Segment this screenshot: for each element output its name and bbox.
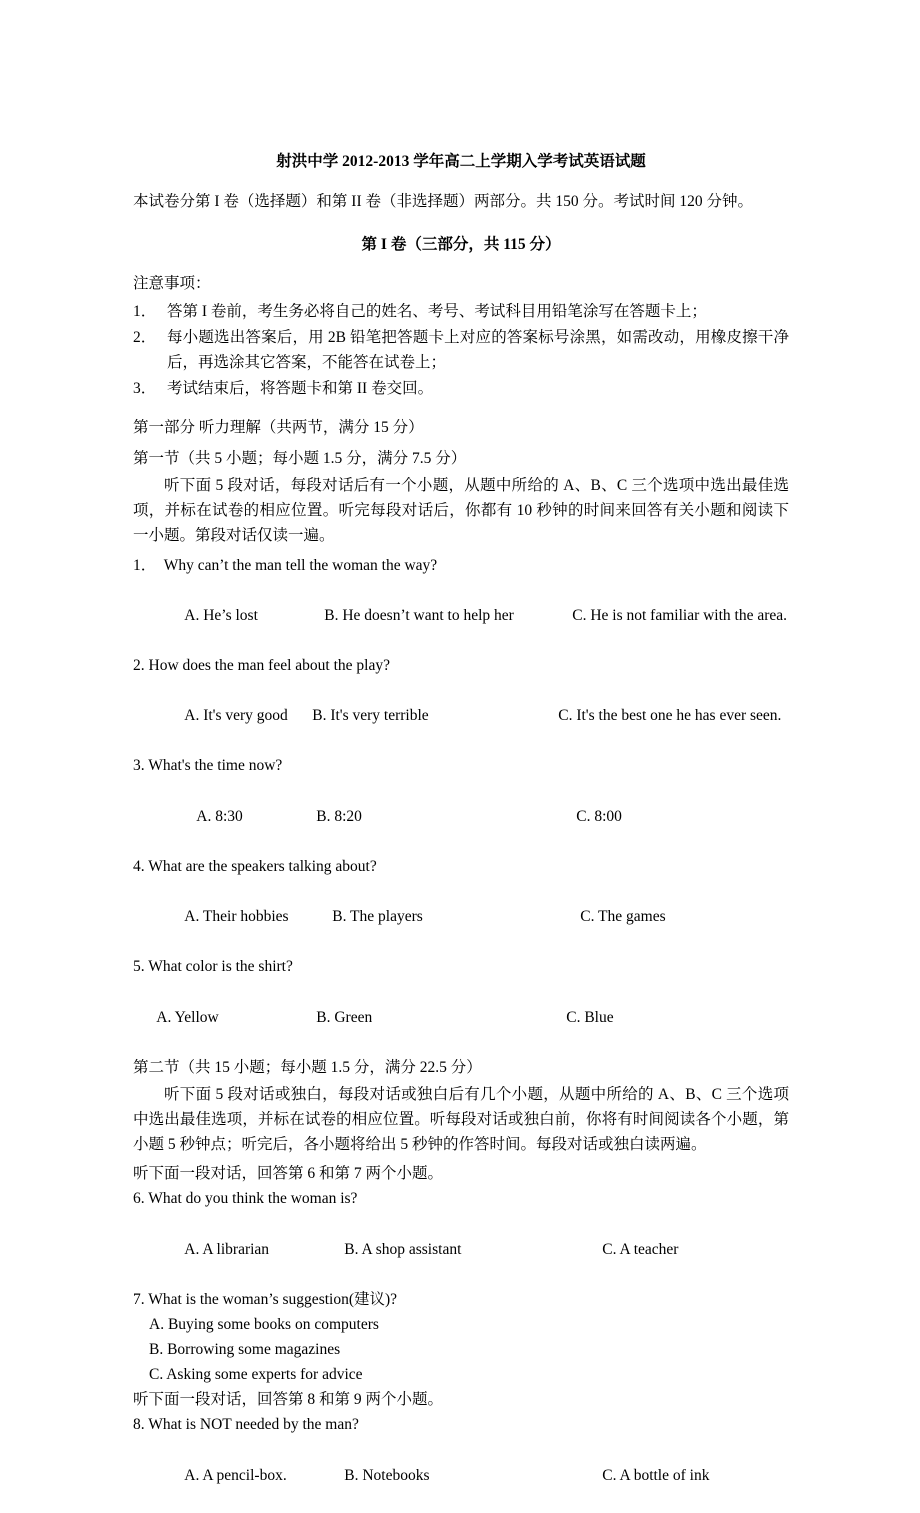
question-stem: 5. What color is the shirt? — [133, 958, 293, 976]
notice-text: 每小题选出答案后，用 2B 铅笔把答题卡上对应的答案标号涂黑，如需改动，用橡皮擦干净后，再选涂其它答案，不能答在试卷上； — [167, 328, 789, 371]
option-c[interactable]: C. The games — [580, 908, 666, 926]
option-row — [133, 1437, 789, 1512]
option-c[interactable]: C. He is not familiar with the area. — [572, 606, 788, 624]
question-stem: 8. What is NOT needed by the man? — [133, 1416, 359, 1434]
option-row — [133, 578, 789, 653]
question-stem: 3. What's the time now? — [133, 757, 283, 775]
option-row — [133, 879, 789, 954]
option-a[interactable]: A. He’s lost — [184, 606, 258, 624]
option-b[interactable]: B. It's very terrible — [312, 707, 429, 725]
notice-text: 答第 I 卷前，考生务必将自己的姓名、考号、考试科目用铅笔涂写在答题卡上； — [167, 302, 707, 320]
option-b[interactable]: B. Green — [316, 1008, 373, 1026]
option-c[interactable]: C. Blue — [566, 1008, 614, 1026]
document-body — [133, 150, 789, 1513]
notice-text: 考试结束后，将答题卡和第 II 卷交回。 — [167, 379, 434, 397]
option-a[interactable]: A. Their hobbies — [184, 908, 289, 926]
option-b[interactable]: B. The players — [332, 908, 423, 926]
notice-item — [133, 376, 789, 401]
section-two-instruction: 听下面 5 段对话或独白，每段对话或独白后有几个小题，从题中所给的 A、B、C 三个选项中选出最佳选项，并标在试卷的相应位置。听每段对话或独白前，你将有时间阅读各个小题，第小题 5 秒钟点；听完后，各小题将给出 5 秒钟的作答时间。每段对话或独白读两遍。 — [133, 1085, 789, 1154]
option-b[interactable]: B. 8:20 — [316, 807, 362, 825]
notice-number: 2． — [133, 328, 157, 346]
question-stem: 2. How does the man feel about the play? — [133, 657, 390, 674]
notice-number: 1． — [133, 302, 157, 320]
option-row — [133, 678, 789, 753]
notice-number: 3． — [133, 379, 157, 397]
section-one-heading: 第一节（共 5 小题；每小题 1.5 分，满分 7.5 分） — [133, 450, 467, 468]
notice-item — [133, 325, 789, 375]
listening-lead-2: 听下面一段对话，回答第 8 和第 9 两个小题。 — [133, 1391, 444, 1409]
option-row — [133, 779, 789, 854]
option-row — [133, 1211, 789, 1286]
option-c[interactable]: C. A bottle of ink — [602, 1466, 710, 1484]
option-c[interactable]: C. 8:00 — [576, 807, 622, 825]
part-one-heading: 第一部分 听力理解（共两节，满分 15 分） — [133, 419, 424, 437]
exam-intro: 本试卷分第 I 卷（选择题）和第 II 卷（非选择题）两部分。共 150 分。考试时间 120 分钟。 — [133, 193, 753, 211]
option-a[interactable]: A. 8:30 — [196, 807, 243, 825]
notice-item — [133, 299, 789, 324]
listening-lead-1: 听下面一段对话，回答第 6 和第 7 两个小题。 — [133, 1165, 444, 1183]
option-b[interactable]: B. A shop assistant — [344, 1240, 462, 1258]
question-stem: 4. What are the speakers talking about? — [133, 857, 377, 875]
option-c[interactable]: C. A teacher — [602, 1240, 679, 1258]
option-b[interactable]: B. He doesn’t want to help her — [324, 606, 514, 624]
option-row — [133, 979, 789, 1054]
option-b[interactable]: B. Notebooks — [344, 1466, 430, 1484]
option-a[interactable]: A. It's very good — [184, 707, 288, 725]
option-a[interactable]: A. A librarian — [184, 1240, 270, 1258]
option-c[interactable]: C. Asking some experts for advice — [149, 1366, 363, 1384]
option-a[interactable]: A. Buying some books on computers — [149, 1315, 379, 1333]
section-one-instruction: 听下面 5 段对话，每段对话后有一个小题，从题中所给的 A、B、C 三个选项中选出最佳选项，并标在试卷的相应位置。听完每段对话后，你都有 10 秒钟的时间来回答有关小题和阅读下一小题。第段对话仅读一遍。 — [133, 477, 789, 545]
notice-list — [133, 299, 789, 401]
page-title: 射洪中学 2012-2013 学年高二上学期入学考试英语试题 — [276, 153, 646, 170]
option-a[interactable]: A. Yellow — [156, 1008, 219, 1026]
option-a[interactable]: A. A pencil-box. — [184, 1466, 287, 1484]
question-stem: 1． Why can’t the man tell the woman the way? — [133, 556, 438, 574]
question-stem: 6. What do you think the woman is? — [133, 1190, 358, 1208]
section-two-heading: 第二节（共 15 小题；每小题 1.5 分，满分 22.5 分） — [133, 1058, 482, 1076]
option-b[interactable]: B. Borrowing some magazines — [149, 1340, 341, 1358]
notice-label: 注意事项： — [133, 275, 211, 293]
question-stem: 7. What is the woman’s suggestion(建议)? — [133, 1290, 398, 1308]
option-c[interactable]: C. It's the best one he has ever seen. — [558, 707, 782, 725]
section-header: 第 I 卷（三部分，共 115 分） — [361, 236, 561, 254]
